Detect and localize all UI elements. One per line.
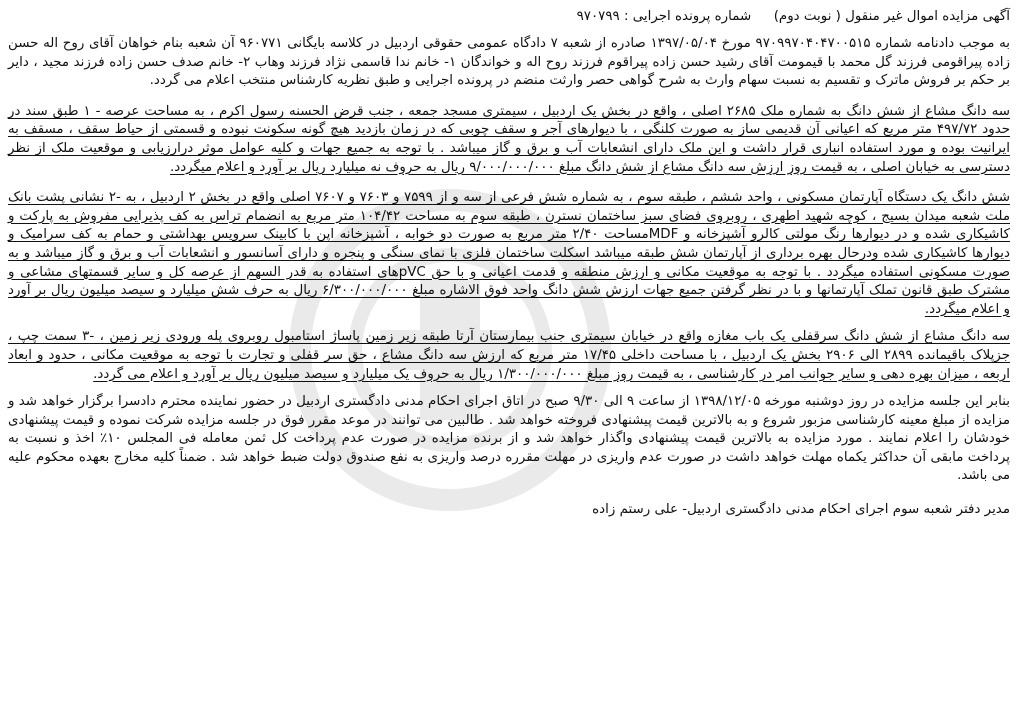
property-item-3: سه دانگ مشاع از شش دانگ سرقفلی یک باب مغازه واقع در خیابان سیمتری جنب بیمارستان آرتا طبقه زیر زمین پاساژ استامبول روبروی پله ورودی زیر زمین ، -۳ سمت چپ ، جزپلاک باقیمانده ۲۸۹۹ الی ۲۹۰۶ بخش یک اردبیل ، با مساحت داخلی ۱۷/۴۵ متر مربع که ارزش سه دانگ مشاع ، حق سر قفلی و تجارت با توجه به موقعیت مکانی ، حدود و ابعاد اربعه ، میزان بهره دهی و سایر جوانب امر در کارشناسی ، به قیمت روز مبلغ ۱/۳۰۰/۰۰۰/۰۰۰ ریال به حروف یک میلیارد و سیصد میلیون ریال بر آورد و اعلام می گردد.	[8, 329, 1011, 382]
notice-title: آگهی مزایده اموال غیر منقول ( نوبت دوم)	[773, 9, 1010, 24]
case-number: شماره پرونده اجرایی : ۹۷۰۷۹۹	[576, 9, 752, 24]
auction-terms-paragraph: بنابر این جلسه مزایده در روز دوشنبه مورخه ۱۳۹۸/۱۲/۰۵ از ساعت ۹ الی ۹/۳۰ صبح در اتاق اجرای احکام مدنی دادگستری اردبیل در حضور نماینده محترم دادسرا برگزار خواهد شد و مزایده از مبلغ معینه کارشناسی مزبور شروع و به بالاترین قیمت پیشنهادی فروخته خواهد شد . طالبین می توانند در موعد مقرر فوق در جلسه مزایده شرکت نموده و قیمت پیشنهادی خودشان را اعلام نمایند . مورد مزایده به بالاترین قیمت پیشنهادی واگذار خواهد شد و از برنده مزایده در صورت عدم پرداخت کل ثمن معامله فی المجلس ۱۰٪ اخذ و نسبت به پرداخت مابقی آن حداکثر یکماه مهلت خواهد داشت در صورت عدم واریزی در مهلت مقرره درصد واریزی به نفع صندوق دولت ضبط خواهد شد . ضمناً کلیه مخارج بعهده محکوم علیه می باشد.	[8, 394, 1010, 484]
signature-line: مدیر دفتر شعبه سوم اجرای احکام مدنی دادگستری اردبیل- علی رستم زاده	[592, 502, 1010, 518]
property-item-1: سه دانگ مشاع از شش دانگ به شماره ملک ۲۶۸۵ اصلی ، واقع در بخش یک اردبیل ، سیمتری مسجد جمعه ، جنب قرض الحسنه رسول اکرم ، به مساحت عرصه - ۱ طبق سند در حدود ۴۹۷/۷۲ متر مربع که اعیانی آن قدیمی ساز به صورت کلنگی ، با دیوارهای آجر و سقف چوبی که در زمان بازدید هیچ گونه سکونت نبوده و قسمتی از حیاط سقف ، مسقف به ایرانیت بوده و مورد استفاده انباری قرار داشت و این ملک دارای انشعابات آب و برق و گاز میباشد . با توجه به جمیع جهات و کلیه عوامل موثر درارزیابی و موقعیت ملک از نظر دسترسی به خیابان اصلی ، به قیمت روز ارزش سه دانگ مشاع از شش دانگ مبلغ ۹/۰۰۰/۰۰۰/۰۰۰ ریال به حروف نه میلیارد ریال بر آورد و اعلام میگردد.	[8, 103, 1011, 175]
intro-paragraph: به موجب دادنامه شماره ۹۷۰۹۹۷۰۴۰۴۷۰۰۵۱۵ مورخ ۱۳۹۷/۰۵/۰۴ صادره از شعبه ۷ دادگاه عمومی حقوقی اردبیل در کلاسه بایگانی ۹۶۰۷۷۱ آن شعبه بنام خواهان آقای روح اله حسن زاده پیراقومی فرزند گل محمد با قیمومت آقای رشید حسن زاده پیراقوم فرزند روح اله و خواندگان ۱- خانم ندا قاسمی نژاد فرزند وهاب ۲- خانم صدف حسن زاده فرزند مجید ، دایر بر حکم بر فروش ماترک و تقسیم به نسبت سهام وارث به شرح گواهی حصر وارثت منضم در پرونده اجرایی و طبق نظریه کارشناس منتخب اعلام می گردد.	[8, 36, 1010, 89]
notice-header	[8, 8, 1010, 25]
property-item-2: شش دانگ یک دستگاه آپارتمان مسکونی ، واحد ششم ، طبقه سوم ، به شماره شش فرعی از سه و از ۷۵۹۹ و ۷۶۰۳ و ۷۶۰۷ اصلی واقع در بخش ۲ اردبیل ، به -۲ نشانی پشت بانک ملت شعبه میدان بسیج ، کوچه شهید اطهری ، روبروی فضای سبز ساختمان نسترن ، طبقه سوم به مساحت ۱۰۴/۴۲ متر مربع به انضمام تراس به کف پذیرایی مفروش به پارکت و کاشیکاری شده و در دیوارها رنگ مولتی کالرو آشپزخانه و MDFمساحت ۲/۴۰ متر مربع به صورت دو خوابه ، آشپزخانه اپن با کابینک سرویس بهداشتی و حمام به کف سرامیک و دیوارها کاشیکاری شده ودرحال بهره برداری از آپارتمان شش طبقه میباشد اسکلت ساختمان فلزی با نمای سنگی و پنجره و دارای آسانسور و انشعابات آب و برق و گاز میباشد و به صورت مسکونی استفاده میگردد . با توجه به موقعیت مکانی و ارزش منطقه و قدمت اعیانی و با حق pVCهای استفاده به قدر السهم از عرصه کل و سایر قسمتهای مشاعی و مشترک طبق قانون تملک آپارتمانها و با در نظر گرفتن جمیع جهات ارزش شش دانگ واحد فوق الاشاره مبلغ ۶/۳۰۰/۰۰۰/۰۰۰ ریال به حرف شش میلیارد و سیصد میلیون ریال بر آورد و اعلام میگردد.	[8, 190, 1010, 317]
